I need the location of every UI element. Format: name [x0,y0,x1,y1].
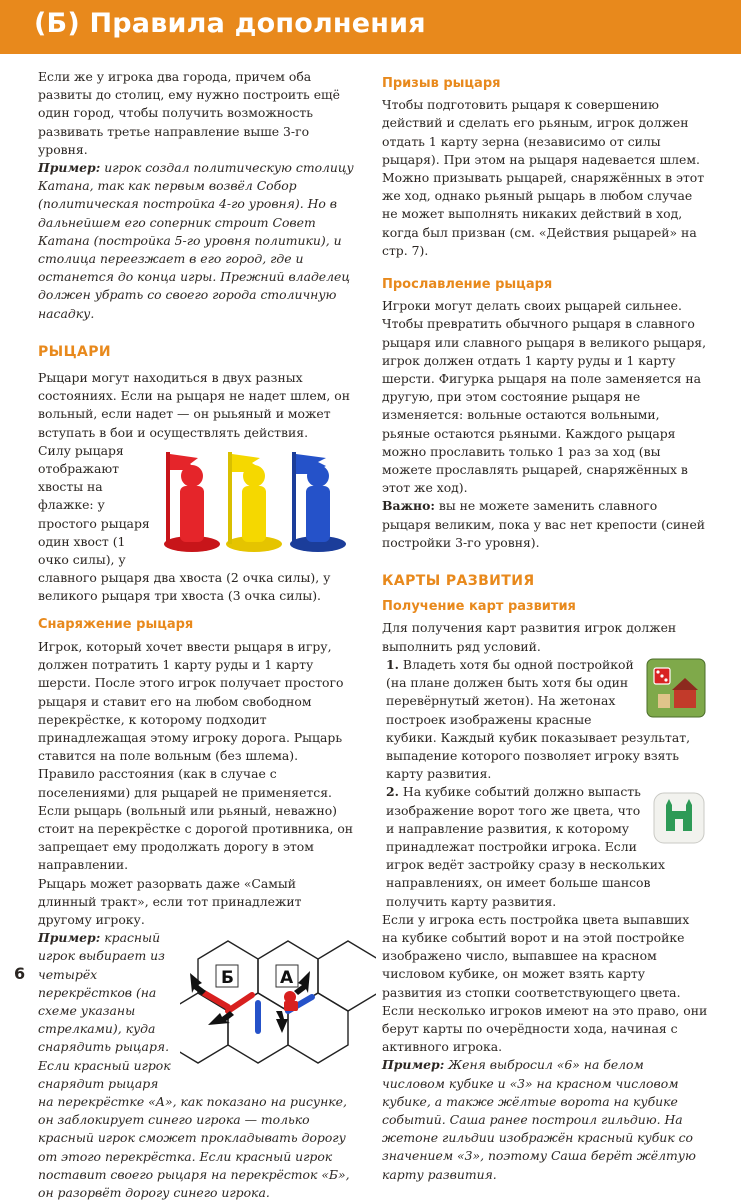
condition-number: 2. [386,784,399,800]
example-label: Пример: [38,160,101,176]
label-a [276,965,298,988]
paragraph: Игроки могут делать своих рыцарей сильнее. Чтобы превратить обычного рыцаря в славного рыцаря или славного рыцаря в великого рыцаря, игрок должен отдать 1 карту руды и 1 карту шерсти. Фигурка рыцаря на поле заменяется на другую, при этом состояние рыцаря не изменяется: вольные остаются вольными, рьяные остаются рьяными. Каждого рыцаря можно прославить только 1 раз за ход (вы можете прославлять рыцарей, снаряжённых в этот же ход). [382,298,707,496]
important-label: Важно: [382,498,435,514]
section-heading-cards: КАРТЫ РАЗВИТИЯ [382,573,535,590]
important-text: вы не можете заменить славного рыцаря великим, пока у вас нет крепости (синей постройки 3-го уровня). [382,498,706,550]
subheading-summon: Призыв рыцаря [382,76,501,91]
page-header [0,0,741,54]
paragraph: Игрок, который хочет ввести рыцаря в игру, должен потратить 1 карту руды и 1 карту шерсти. После этого игрок получает простого рыцаря и ставит его на любом свободном перекрёстке, к которому подходит принадлежащая этому игроку дорога. Рыцарь ставится на поле вольным (без шлема). Правило расстояния (как в случае с поселениями) для рыцарей не применяется. Если рыцарь (вольный или рьяный, неважно) стоит на перекрёстке с дорогой противника, он запрещает ему продолжать дорогу в этом направлении. [38,638,354,873]
example-paragraph [382,1056,708,1183]
red-knight-marker [284,991,298,1011]
example-label: Пример: [38,930,101,946]
condition-text: Владеть хотя бы одной постройкой (на плане должен быть хотя бы один перевёрнутый жетон). На жетонах построек изображены красные кубики. Каждый кубик показывает результат, выпадение которого позволяет игроку взять карту развития. [386,656,691,782]
section-heading-knights: РЫЦАРИ [38,343,111,360]
red-knight-figure [164,452,220,552]
example-text: игрок создал политическую столицу Катана, так как первым возвёл Собор (политическая постройка 4-го уровня). Но в дальнейшем его соперник строит Совет Катана (постройка 5-го уровня политики), и столица переезжает в его город, где и останется до конца игры. Прежний владелец должен убрать со своего города столичную насадку. [38,160,354,321]
paragraph: Чтобы подготовить рыцаря к совершению действий и сделать его рьяным, игрок должен отдать 1 карту зерна (независимо от силы рыцаря). При этом на рыцаря надевается шлем. Можно призывать рыцарей, снаряжённых в этот же ход, однако рьяный рыцарь в любом случае не может выполнять никаких действий в ход, когда был призван (см. «Действия рыцарей» на стр. 7). [382,97,705,258]
condition-text: На кубике событий должно выпасть изображение ворот того же цвета, что и направление развития, к которому принадлежат постройки игрока. Если игрок ведёт застройку сразу в нескольких направлениях, он имеет больше шансов получить карту развития. [386,784,665,909]
paragraph: Если у игрока есть постройка цвета выпавших на кубике событий ворот и на этой постройке изображено число, выпавшее на красном числовом кубике, он может взять карту развития из стопки соответствующего цвета. Если несколько игроков имеют на это право, они берут карты по очерёдности хода, начиная с активного игрока. [382,911,708,1055]
paragraph: Рыцари могут находиться в двух разных состояниях. Если на рыцаря не надет шлем, он вольный, если надет — он рыьяный и может вступать в бои и осуществлять действия. [38,370,351,440]
left-column [38,68,356,1202]
hex-board-diagram [180,933,376,1083]
paragraph: Для получения карт развития игрок должен выполнить ряд условий. [382,620,677,654]
page-number: 6 [14,964,26,983]
important-paragraph [382,497,708,552]
example-text: красный игрок выбирает из четырёх перекрёстков (на схеме указаны стрелками), куда снарядить рыцаря. Если красный игрок снарядит рыцаря на перекрёстке «А», как показано на рисунке, он заблокирует синего игрока — только красный игрок сможет прокладывать дорогу от этого перекрёстка. Если красный игрок поставит своего рыцаря на перекрёсток «Б», он разорвёт дорогу синего игрока. [38,930,350,1200]
subheading-equip: Снаряжение рыцаря [38,616,194,632]
paragraph: Силу рыцаря отображают хвосты на флажке: у простого рыцаря один хвост (1 очко силы), у славного рыцаря два хвоста (2 очка силы), у великого рыцаря три хвоста (3 очка силы). [38,442,331,604]
paragraph: Рыцарь может разорвать даже «Самый длинный тракт», если тот принадлежит другому игроку. [38,875,302,927]
example-label: Пример: [382,1057,445,1073]
event-die-gate-icon [652,791,708,849]
example-text: Женя выбросил «6» на белом числовом кубике и «3» на красном числовом кубике, а также жёлтые ворота на кубике событий. Саша ранее построил гильдию. На жетоне гильдии изображён красный кубик со значением «3», поэтому Саша берёт жёлтую карту развития. [382,1057,696,1182]
diagram-label-b: Б [221,968,234,989]
yellow-knight-figure [226,452,282,552]
condition-number: 1. [386,656,399,672]
subheading-get-cards: Получение карт развития [382,599,576,615]
paragraph: Если же у игрока два города, причем оба развиты до столиц, ему нужно построить ещё один город, чтобы получить возможность развивать третье направление выше 3-го уровня. [38,69,340,157]
label-b [216,965,238,988]
building-token-icon [646,658,708,722]
page-title: (Б) Правила дополнения [34,8,426,39]
subheading-glory: Прославление рыцаря [382,277,553,293]
diagram-label-a: А [280,968,294,989]
right-column [382,75,708,1184]
blue-knight-figure [290,452,346,552]
example-paragraph [38,159,356,323]
knight-figures-illustration [158,446,356,556]
